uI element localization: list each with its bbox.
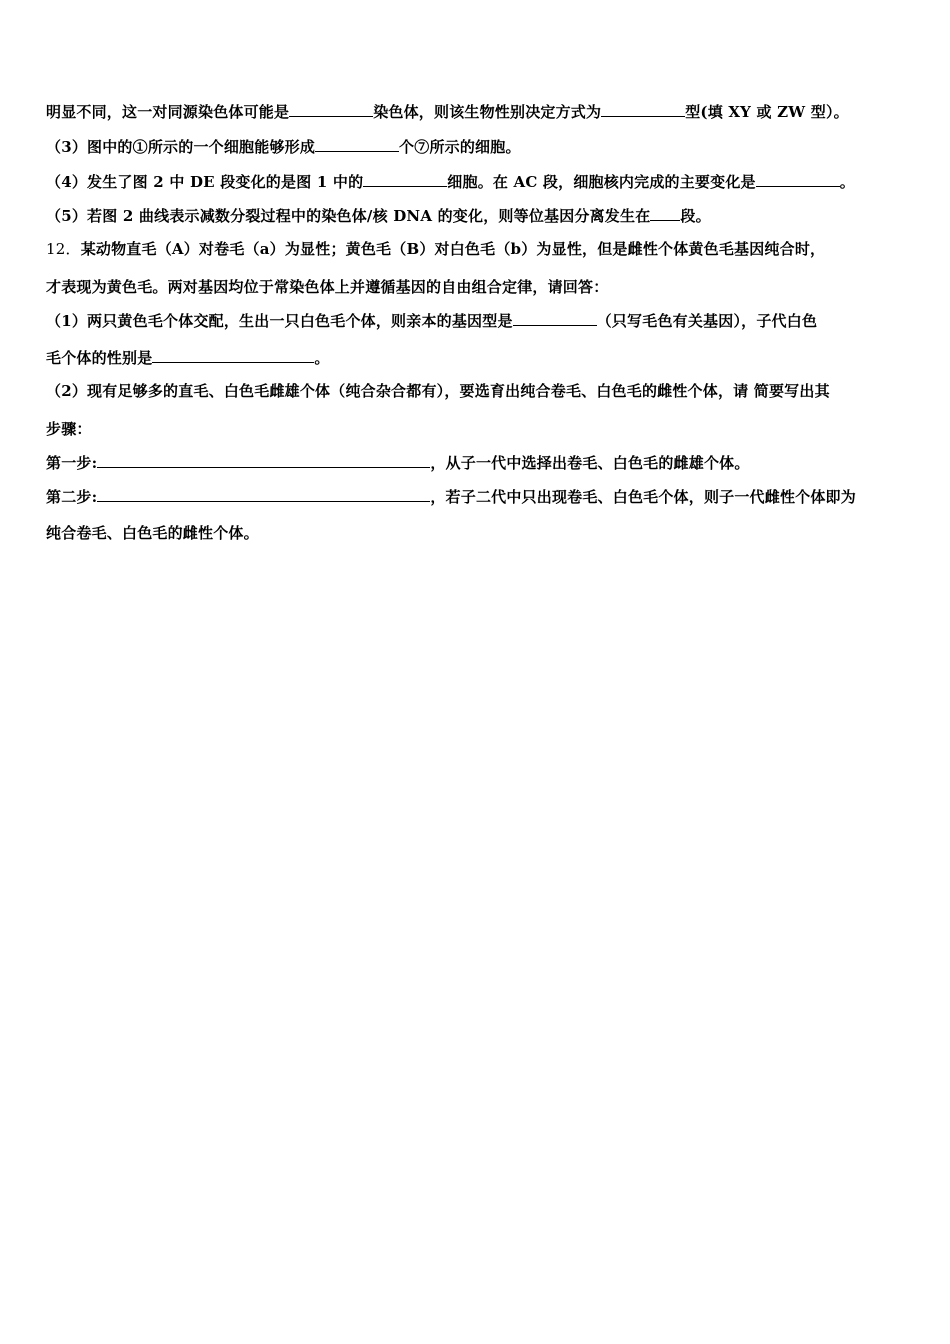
line-3-text-c: 。 [839,173,855,191]
answer-blank-chromosome[interactable] [289,101,373,117]
text-line-6 [46,277,910,297]
answer-blank-step-two[interactable] [97,486,430,502]
line-4-text-b: 段。 [680,207,711,225]
text-line-9 [46,381,910,401]
text-line-4 [46,205,910,226]
line-8-text-a: 毛个体的性别是 [46,349,153,367]
answer-blank-sex-determination[interactable] [601,101,685,117]
text-line-11 [46,452,910,473]
text-line-12 [46,486,910,507]
line-1-text-a: 明显不同，这一对同源染色体可能是 [46,103,290,121]
line-2-text-b: 个⑦所示的细胞。 [399,138,521,156]
answer-blank-step-one[interactable] [97,452,430,468]
text-line-7 [46,310,910,331]
line-12-text-b: ，若子二代中只出现卷毛、白色毛个体，则子一代雌性个体即为 [430,488,856,506]
text-line-2 [46,136,910,157]
text-line-5 [46,239,910,259]
answer-blank-segment[interactable] [650,205,680,221]
line-4-text-a: （5）若图 2 曲线表示减数分裂过程中的染色体/核 DNA 的变化，则等位基因分离发生在 [46,207,651,225]
line-1-text-c: 型(填 XY 或 ZW 型）。 [685,103,849,121]
text-line-8 [46,347,910,368]
answer-blank-genotype[interactable] [513,310,597,326]
question-number: 12． [46,240,81,258]
line-11-text-a: 第一步: [46,454,98,472]
answer-blank-main-change[interactable] [756,171,840,187]
line-11-text-b: ，从子一代中选择出卷毛、白色毛的雌雄个体。 [430,454,750,472]
line-3-text-b: 细胞。在 AC 段，细胞核内完成的主要变化是 [447,173,756,191]
text-line-13 [46,523,910,543]
answer-blank-cell[interactable] [363,171,447,187]
line-8-text-b: 。 [314,349,330,367]
line-2-text-a: （3）图中的①所示的一个细胞能够形成 [46,138,316,156]
text-line-3 [46,171,910,192]
line-13-text-a: 纯合卷毛、白色毛的雌性个体。 [46,524,259,542]
text-line-1 [46,101,910,122]
line-6-text-a: 才表现为黄色毛。两对基因均位于常染色体上并遵循基因的自由组合定律，请回答： [46,278,609,296]
line-3-text-a: （4）发生了图 2 中 DE 段变化的是图 1 中的 [46,173,364,191]
line-12-text-a: 第二步: [46,488,98,506]
line-5-text-a: 某动物直毛（A）对卷毛（a）为显性；黄色毛（B）对白色毛（b）为显性，但是雌性个体黄色毛基因纯合时， [80,240,826,258]
line-7-text-a: （1）两只黄色毛个体交配，生出一只白色毛个体，则亲本的基因型是 [46,312,513,330]
answer-blank-sex[interactable] [152,347,314,363]
line-10-text-a: 步骤： [46,420,92,438]
line-9-text-a: （2）现有足够多的直毛、白色毛雌雄个体（纯合杂合都有），要选育出纯合卷毛、白色毛的雌性个体，请 简要写出其 [46,382,830,400]
text-line-10 [46,419,910,439]
line-7-text-b: （只写毛色有关基因），子代白色 [596,312,818,330]
line-1-text-b: 染色体，则该生物性别决定方式为 [373,103,602,121]
answer-blank-cell-count[interactable] [315,136,399,152]
